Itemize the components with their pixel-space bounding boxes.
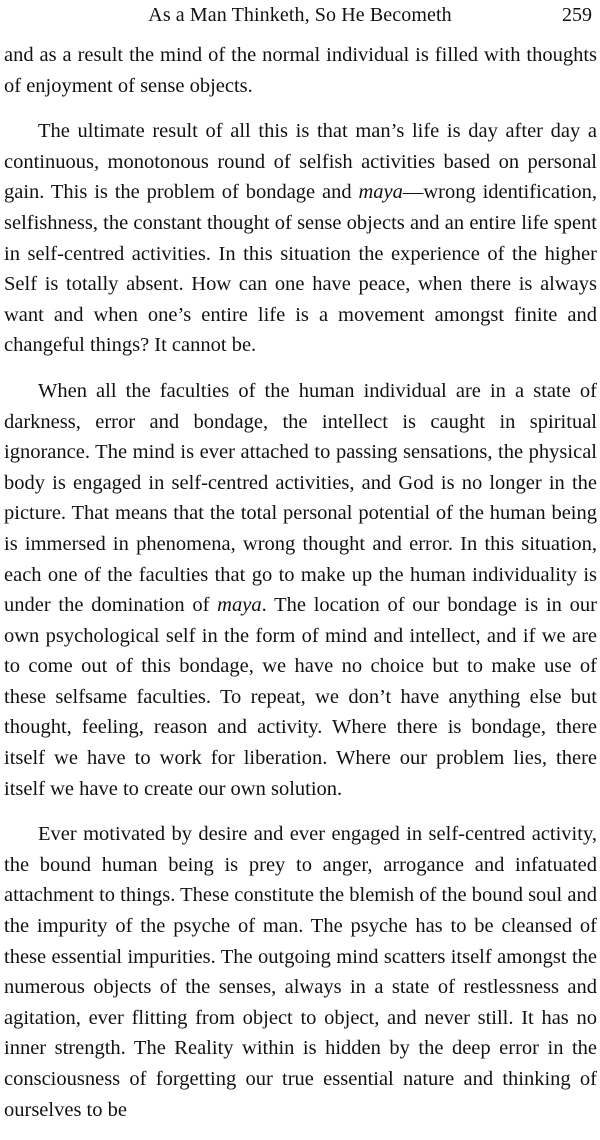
paragraph-text: —wrong identification, selfishness, the constant thought of sense objects and an entire life spent in self-centred activities. In this situation the experience of the higher Self is totally absent. How can one have peace, when there is always want and when one’s entire life is a movement amongst finite and changeful things? It cannot be. bbox=[4, 181, 597, 357]
paragraph-text: . The location of our bondage is in our own psychological self in the form of mind and intellect, and if we are to come out of this bondage, we have no choice but to make use of these selfsame faculties. To repeat, we don’t have anything else but thought, feeling, reason and activity. Where there is bondage, there itself we have to work for liberation. Where our problem lies, there itself we have to create our own solution. bbox=[4, 594, 597, 800]
paragraph-text: The ultimate result of all this is that man’s life is day after day a continuous, monotonous round of selfish activities based on personal gain. This is the problem of bondage and bbox=[4, 120, 597, 204]
running-title: As a Man Thinketh, So He Becometh bbox=[148, 4, 452, 26]
paragraph-faculties-in-darkness bbox=[4, 376, 597, 804]
body-text bbox=[4, 40, 597, 1140]
italic-term: maya bbox=[358, 181, 403, 204]
page-number: 259 bbox=[562, 4, 592, 26]
paragraph-bound-human-being: Ever motivated by desire and ever engaged in self-centred activity, the bound human being is prey to anger, arrogance and infatuated attachment to things. These constitute the blemish of the bound soul and the impurity of the psyche of man. The psyche has to be cleansed of these essential impurities. The outgoing mind scatters itself amongst the numerous objects of the senses, always in a state of restlessness and agitation, ever flitting from object to object, and never still. It has no inner strength. The Reality within is hidden by the deep error in the consciousness of forgetting our true essential nature and thinking of ourselves to be bbox=[4, 823, 597, 1121]
paragraph-bondage-and-maya bbox=[4, 116, 597, 361]
paragraph-continuation: and as a result the mind of the normal individual is filled with thoughts of enjoyment of sense objects. bbox=[4, 44, 597, 97]
italic-term: maya bbox=[217, 594, 262, 617]
running-head bbox=[0, 2, 600, 28]
paragraph-text: When all the faculties of the human individual are in a state of darkness, error and bondage, the intellect is caught in spiritual ignorance. The mind is ever attached to passing sensations, the physical body is engaged in self-centred activities, and God is no longer in the picture. That means that the total personal potential of the human being is immersed in phenomena, wrong thought and error. In this situation, each one of the faculties that go to make up the human individuality is under the domination of bbox=[4, 379, 597, 617]
